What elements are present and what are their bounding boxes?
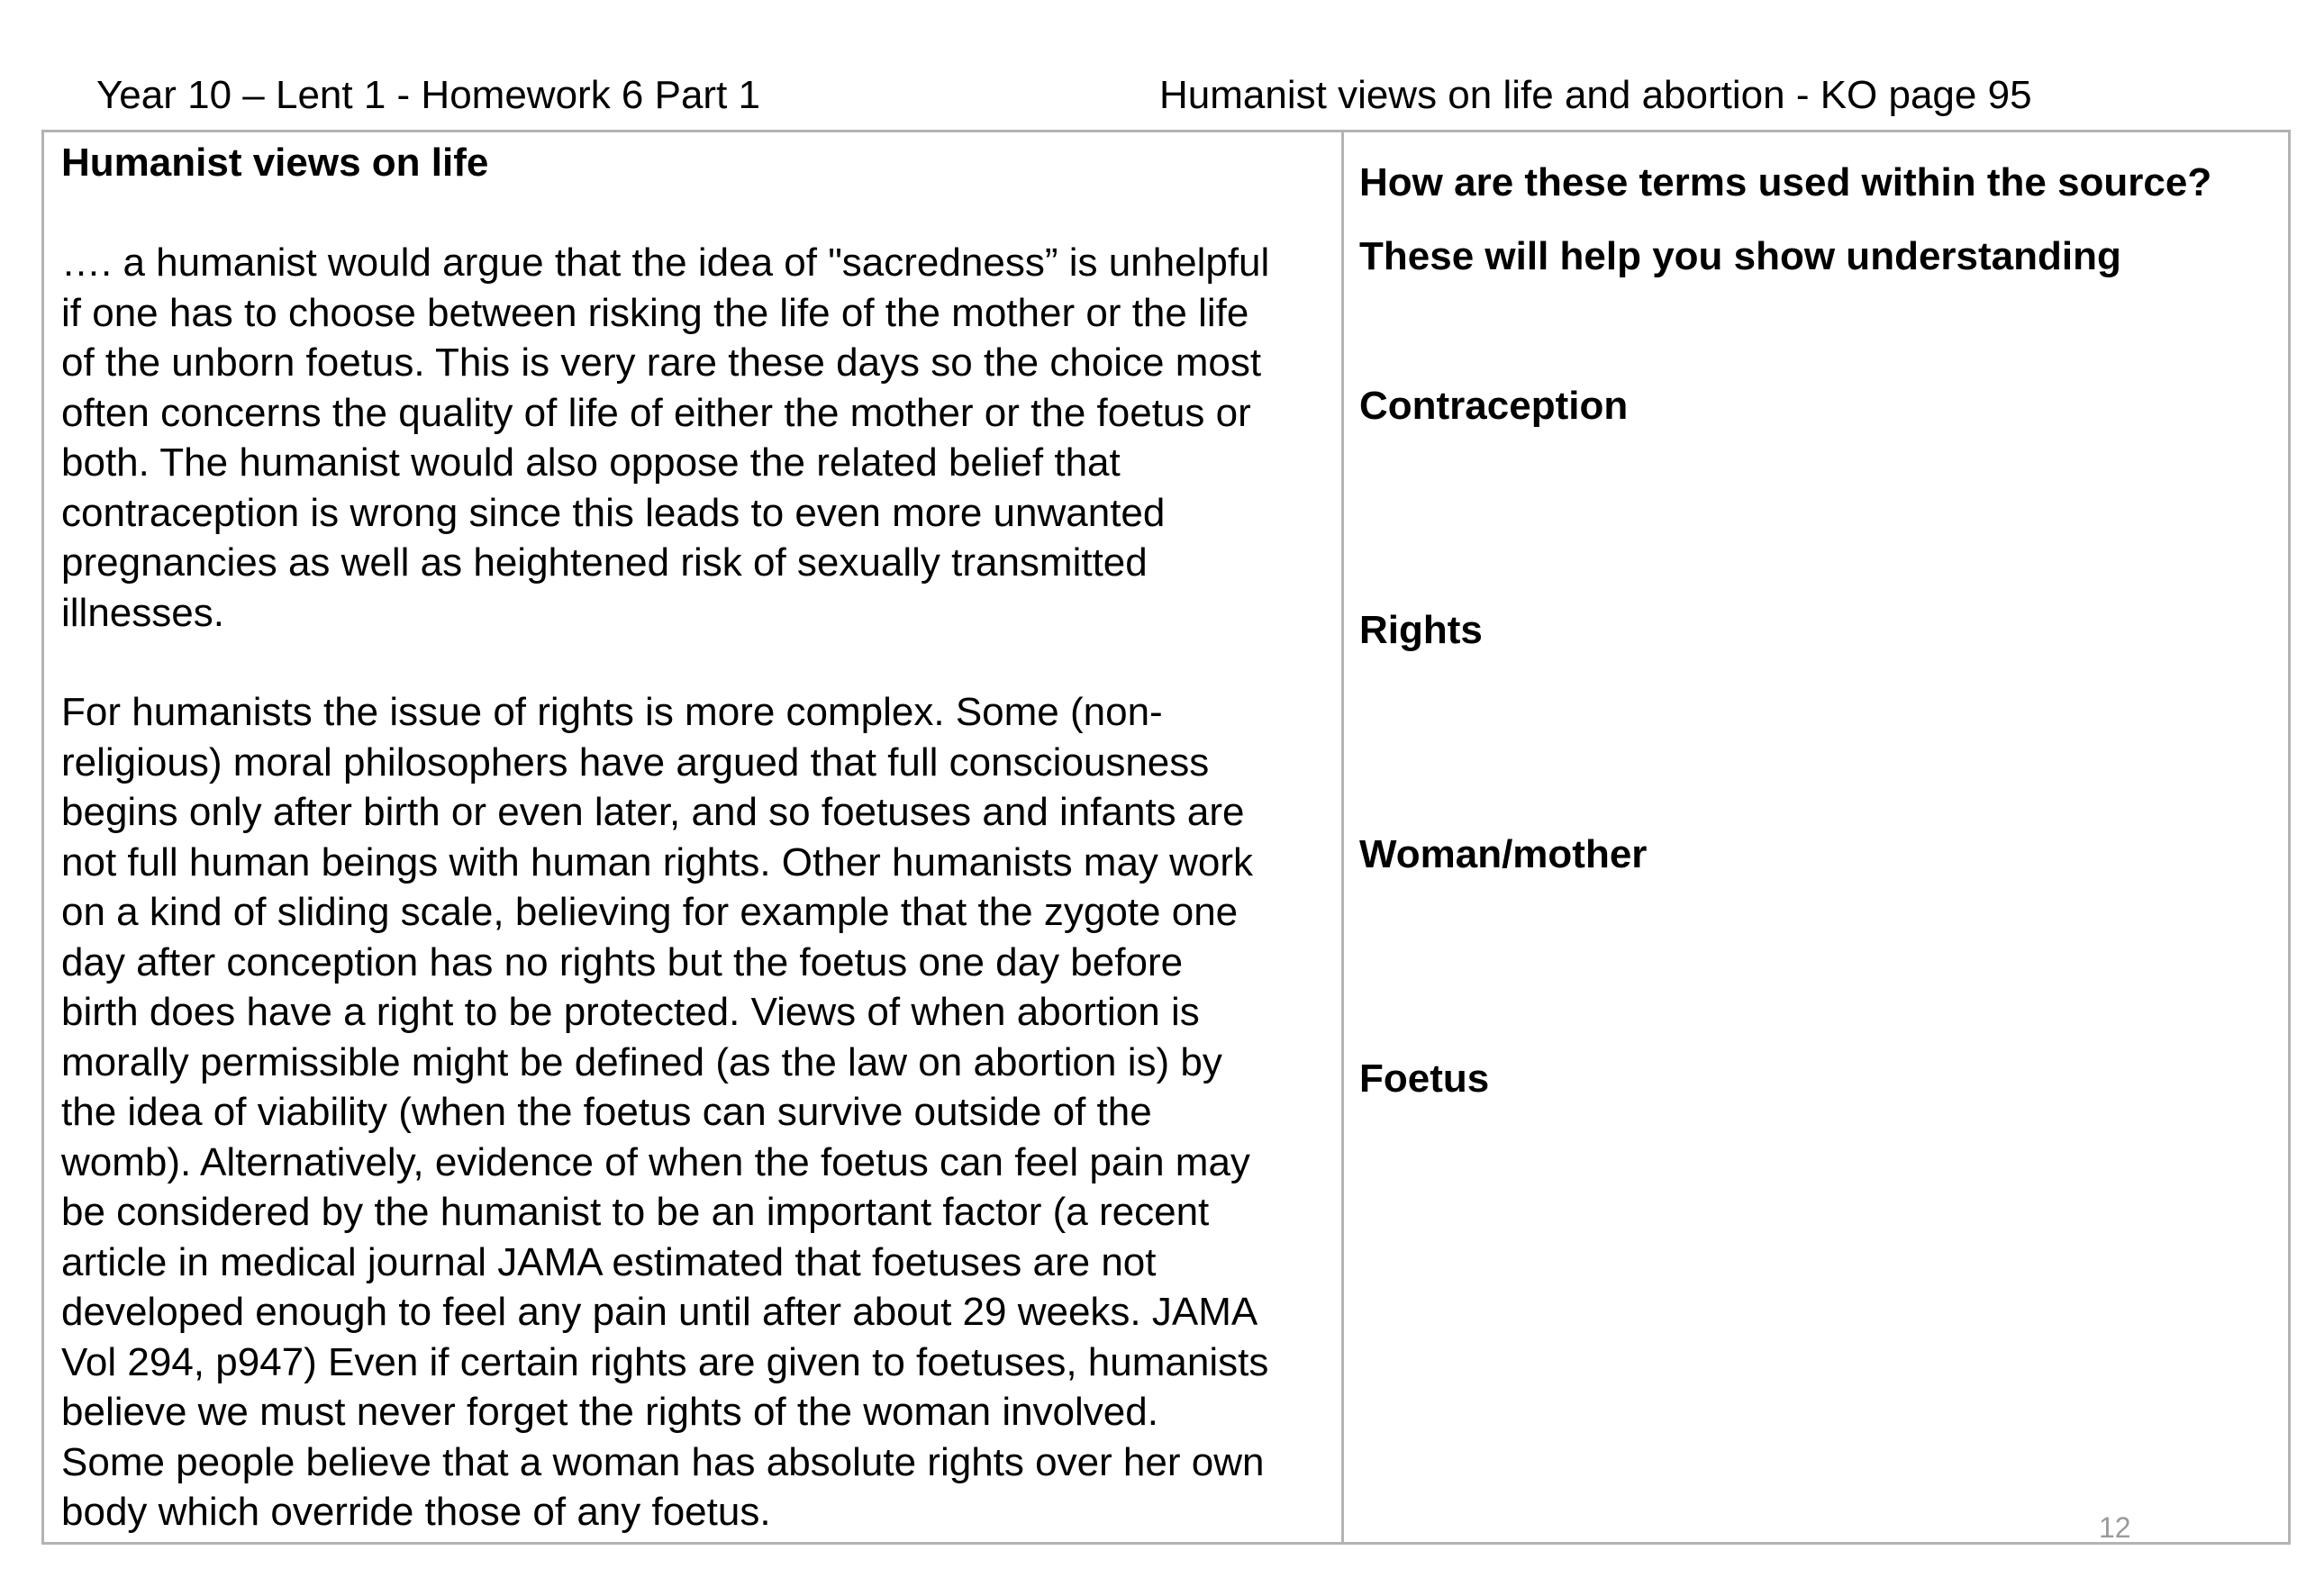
- source-column: [61, 138, 1339, 1537]
- worksheet-table: [41, 130, 2291, 1545]
- source-paragraph-2: For humanists the issue of rights is more complex. Some (non- religious) moral philosophers have argued that full consciousness begins only after birth or even later, and so foetuses and infants are not full human beings with human rights. Other humanists may work on a kind of sliding scale, believing for example that the zygote one day after conception has no rights but the foetus one day before birth does have a right to be protected. Views of when abortion is morally permissible might be defined (as the law on abortion is) by the idea of viability (when the foetus can survive outside of the womb). Alternatively, evidence of when the foetus can feel pain may be considered by the humanist to be an important factor (a recent article in medical journal JAMA estimated that foetuses are not developed enough to feel any pain until after about 29 weeks. JAMA Vol 294, p947) Even if certain rights are given to foetuses, humanists believe we must never forget the rights of the woman involved. Some people believe that a woman has absolute rights over her own body which override those of any foetus.: [61, 690, 1269, 1534]
- terms-hint: These will help you show understanding: [1359, 234, 2121, 278]
- page-number: 12: [2099, 1511, 2131, 1544]
- term-rights: Rights: [1359, 608, 1483, 652]
- column-divider: [1341, 132, 1344, 1542]
- term-contraception: Contraception: [1359, 384, 1629, 428]
- terms-question: How are these terms used within the source?: [1359, 160, 2212, 204]
- term-woman-mother: Woman/mother: [1359, 832, 1648, 876]
- term-foetus: Foetus: [1359, 1056, 1490, 1101]
- header-title-left: Year 10 – Lent 1 - Homework 6 Part 1: [96, 73, 760, 117]
- source-paragraph-1: …. a humanist would argue that the idea of "sacredness” is unhelpful if one has to choose between risking the life of the mother or the life of the unborn foetus. This is very rare these days so the choice most often concerns the quality of life of either the mother or the foetus or both. The humanist would also oppose the related belief that contraception is wrong since this leads to even more unwanted pregnancies as well as heightened risk of sexually transmitted illnesses.: [61, 240, 1270, 635]
- header-title-right: Humanist views on life and abortion - KO page 95: [1159, 73, 2032, 117]
- source-heading: Humanist views on life: [61, 141, 489, 185]
